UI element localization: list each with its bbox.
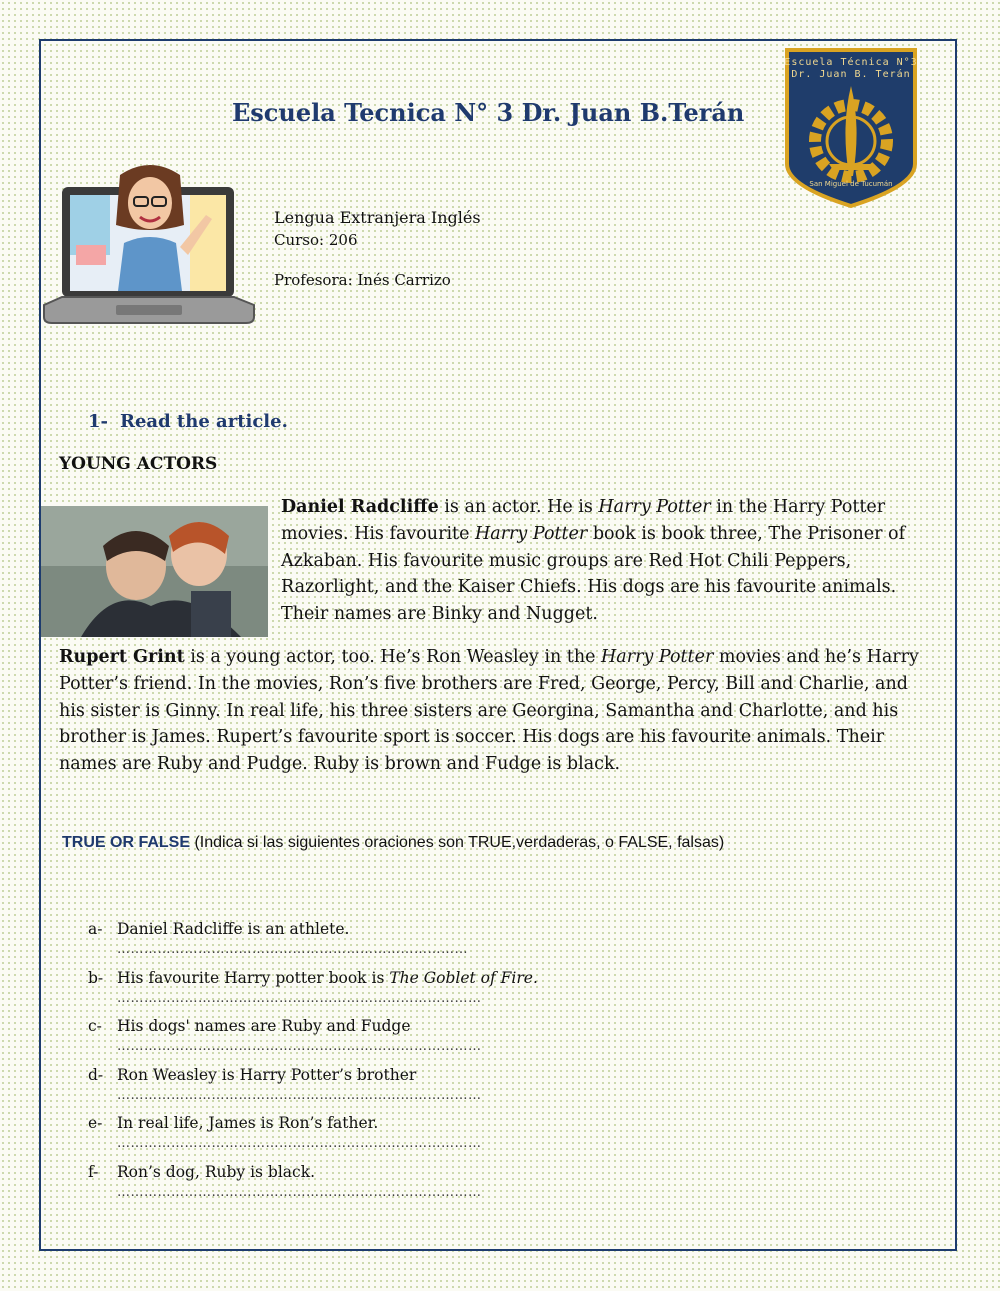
article-title: YOUNG ACTORS bbox=[59, 454, 218, 474]
crest-text-top: Escuela Técnica N°3 bbox=[784, 57, 918, 68]
question-letter: e- bbox=[88, 1114, 103, 1133]
italic-title: Harry Potter bbox=[475, 523, 588, 544]
question-letter: b- bbox=[88, 968, 104, 987]
answer-blank-line[interactable]: ……………………………………………………………………… bbox=[117, 1087, 482, 1103]
actor-name-radcliffe: Daniel Radcliffe bbox=[281, 497, 439, 517]
question-item bbox=[88, 968, 538, 1006]
question-letter: a- bbox=[88, 920, 103, 938]
question-item bbox=[88, 1163, 482, 1200]
italic-title: Harry Potter bbox=[598, 497, 711, 517]
question-item bbox=[88, 1065, 482, 1103]
teacher-text: Profesora: Inés Carrizo bbox=[274, 271, 451, 289]
teacher-laptop-illustration bbox=[40, 155, 258, 349]
crest-text-name: Dr. Juan B. Terán bbox=[791, 69, 911, 80]
exercise-1-instruction: Read the article. bbox=[120, 411, 288, 432]
text-line: brother is James. Rupert’s favourite sport is soccer. His dogs are his favourite animals. Their bbox=[59, 727, 885, 748]
school-crest-logo bbox=[783, 46, 919, 210]
question-letter: d- bbox=[88, 1065, 104, 1084]
exercise-1-heading bbox=[88, 411, 288, 432]
question-text: His dogs' names are Ruby and Fudge bbox=[117, 1017, 411, 1036]
answer-blank-line[interactable]: ……………………………………………………………………… bbox=[117, 1185, 482, 1200]
article-paragraph-radcliffe bbox=[281, 494, 911, 628]
true-false-label: TRUE OR FALSE bbox=[62, 834, 191, 851]
school-title: Escuela Tecnica N° 3 Dr. Juan B.Terán bbox=[232, 98, 745, 127]
exercise-1-number: 1- bbox=[88, 411, 108, 432]
text-span: is a young actor, too. He’s Ron Weasley in the bbox=[184, 647, 602, 667]
question-item bbox=[88, 1017, 482, 1055]
answer-blank-line[interactable]: ……………………………………………………………………… bbox=[117, 990, 482, 1006]
question-text: His favourite Harry potter book is bbox=[117, 968, 390, 987]
text-span: book is book three, The Prisoner of bbox=[587, 523, 906, 544]
text-line: Azkaban. His favourite music groups are Red Hot Chili Peppers, bbox=[281, 550, 852, 571]
text-span: movies. His favourite bbox=[281, 523, 475, 544]
true-false-heading bbox=[62, 834, 724, 852]
subject-text: Lengua Extranjera Inglés bbox=[274, 208, 481, 227]
question-text: In real life, James is Ron’s father. bbox=[117, 1114, 379, 1133]
text-line: names are Ruby and Pudge. Ruby is brown and Fudge is black. bbox=[59, 754, 621, 775]
question-item bbox=[88, 920, 468, 957]
question-text: Daniel Radcliffe is an athlete. bbox=[117, 920, 350, 938]
question-letter: f- bbox=[88, 1163, 99, 1181]
answer-blank-line[interactable]: …………………………………………………………………… bbox=[117, 942, 468, 957]
answer-blank-line[interactable]: ……………………………………………………………………… bbox=[117, 1039, 482, 1055]
crest-text-bottom: San Miguel de Tucumán bbox=[809, 180, 893, 188]
course-text: Curso: 206 bbox=[274, 231, 358, 249]
question-text: Ron’s dog, Ruby is black. bbox=[117, 1163, 316, 1181]
true-false-instruction: (Indica si las siguientes oraciones son TRUE,verdaderas, o FALSE, falsas) bbox=[190, 834, 725, 851]
question-text: Ron Weasley is Harry Potter’s brother bbox=[117, 1065, 417, 1084]
text-span: movies and he’s Harry bbox=[713, 647, 919, 667]
question-letter: c- bbox=[88, 1017, 102, 1036]
actor-name-grint: Rupert Grint bbox=[59, 647, 185, 667]
text-span: in the Harry Potter bbox=[710, 497, 886, 517]
actors-photo bbox=[41, 506, 268, 637]
text-line: Potter’s friend. In the movies, Ron’s five brothers are Fred, George, Percy, Bill and Charlie, and bbox=[59, 673, 908, 694]
text-line: Razorlight, and the Kaiser Chiefs. His dogs are his favourite animals. bbox=[281, 577, 897, 598]
text-line: Their names are Binky and Nugget. bbox=[281, 604, 598, 625]
text-line: his sister is Ginny. In real life, his three sisters are Georgina, Samantha and Charlotte, and his bbox=[59, 700, 899, 721]
question-italic-title: The Goblet of Fire. bbox=[389, 968, 538, 987]
answer-blank-line[interactable]: ……………………………………………………………………… bbox=[117, 1136, 482, 1152]
italic-title: Harry Potter bbox=[601, 647, 714, 667]
question-item bbox=[88, 1114, 482, 1152]
article-paragraph-grint bbox=[59, 644, 939, 778]
text-span: is an actor. He is bbox=[438, 497, 599, 517]
